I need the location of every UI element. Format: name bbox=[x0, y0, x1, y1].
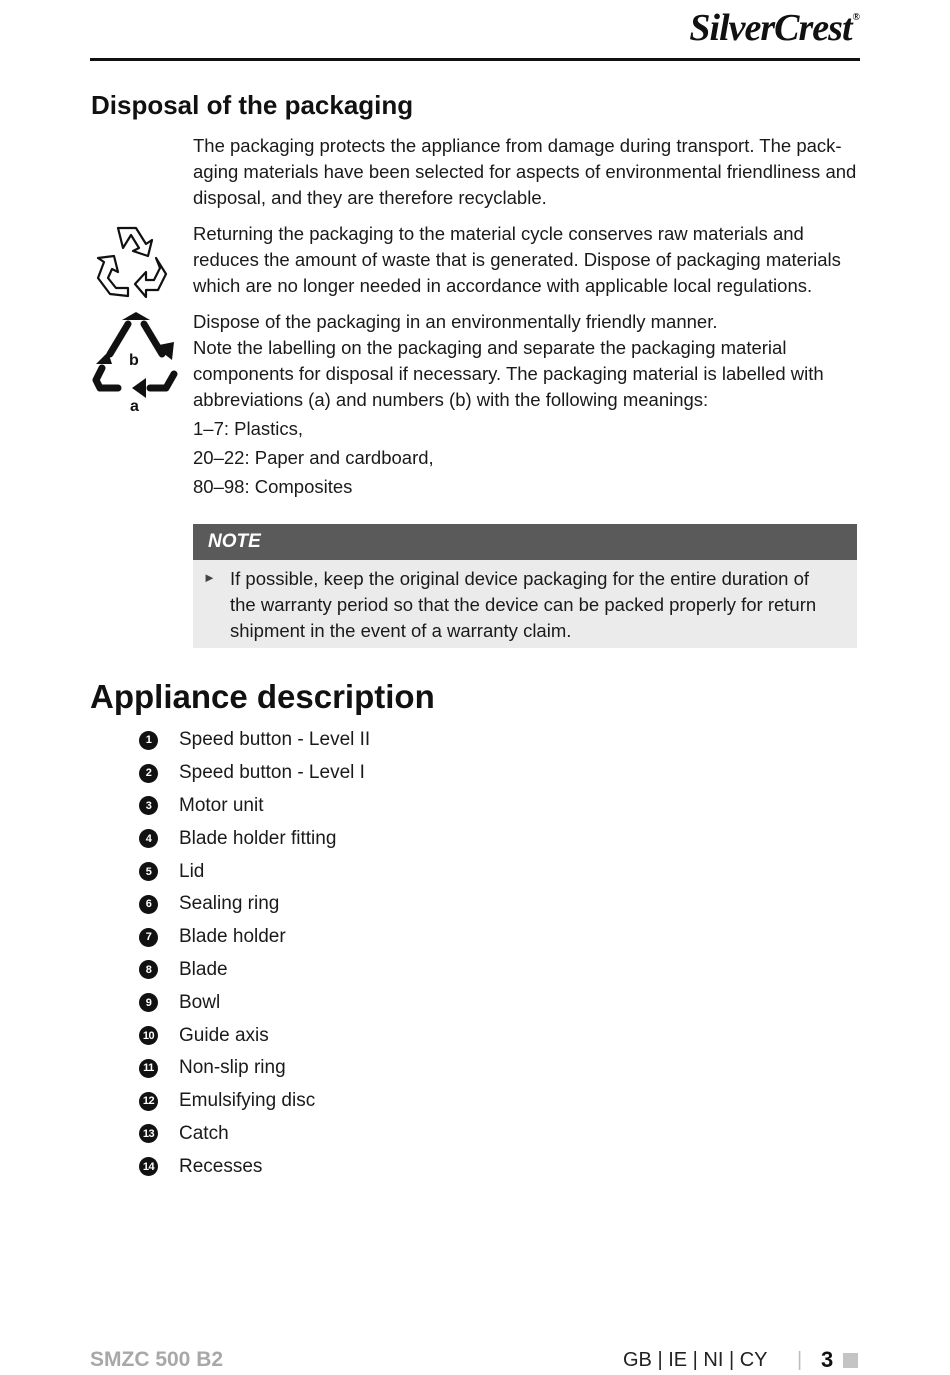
header-divider bbox=[90, 58, 860, 61]
list-item bbox=[139, 724, 370, 757]
disposal-paragraph-1: The packaging protects the appliance from damage during transport. The pack- aging materials have been selected for aspects of environmental friendliness and disposal, and they are therefore recyclable. bbox=[193, 135, 857, 208]
list-item bbox=[139, 888, 370, 921]
item-label: Speed button - Level II bbox=[179, 729, 371, 751]
note-box bbox=[193, 524, 857, 648]
footer-languages: GB | IE | NI | CY bbox=[623, 1349, 768, 1371]
appliance-parts-list bbox=[139, 724, 370, 1183]
item-number: 3 bbox=[139, 796, 158, 815]
disposal-heading: Disposal of the packaging bbox=[91, 90, 414, 120]
item-label: Guide axis bbox=[179, 1024, 269, 1046]
item-label: Blade bbox=[179, 958, 228, 980]
list-item bbox=[139, 822, 370, 855]
note-text: If possible, keep the original device packaging for the entire duration of the warranty period so that the device can be packed properly for return shipment in the event of a warranty claim. bbox=[230, 568, 817, 641]
item-label: Motor unit bbox=[179, 794, 264, 816]
item-label: Bowl bbox=[179, 991, 221, 1013]
item-number: 8 bbox=[139, 960, 158, 979]
appliance-heading: Appliance description bbox=[90, 678, 435, 715]
triangle-bullet-icon: ► bbox=[203, 570, 216, 585]
recycling-code-triangle-icon bbox=[88, 312, 182, 416]
list-item bbox=[139, 954, 370, 987]
item-label: Catch bbox=[179, 1122, 229, 1144]
item-label: Blade holder fitting bbox=[179, 827, 337, 849]
code-paper: 20–22: Paper and cardboard, bbox=[193, 447, 434, 468]
item-label: Recesses bbox=[179, 1155, 263, 1177]
triangle-label-a: a bbox=[130, 398, 139, 415]
list-item bbox=[139, 1085, 370, 1118]
item-number: 4 bbox=[139, 829, 158, 848]
item-number: 13 bbox=[139, 1124, 158, 1143]
list-item bbox=[139, 757, 370, 790]
page-number: 3 bbox=[821, 1347, 834, 1372]
list-item bbox=[139, 1150, 370, 1183]
item-number: 12 bbox=[139, 1092, 158, 1111]
triangle-label-b: b bbox=[129, 352, 139, 369]
list-item bbox=[139, 921, 370, 954]
item-number: 6 bbox=[139, 895, 158, 914]
registered-mark: ® bbox=[852, 12, 859, 23]
list-item bbox=[139, 1019, 370, 1052]
item-number: 2 bbox=[139, 764, 158, 783]
list-item bbox=[139, 790, 370, 823]
item-number: 9 bbox=[139, 993, 158, 1012]
disposal-paragraph-2: Returning the packaging to the material cycle conserves raw materials and reduces the amount of waste that is generated. Dispose of packaging materials which are no longer needed in accordance with applicable local regulations. bbox=[193, 223, 841, 296]
footer-separator: | bbox=[797, 1349, 803, 1371]
item-label: Speed button - Level I bbox=[179, 762, 365, 784]
item-number: 11 bbox=[139, 1059, 158, 1078]
item-number: 14 bbox=[139, 1157, 158, 1176]
note-header bbox=[193, 524, 857, 560]
item-number: 10 bbox=[139, 1026, 158, 1045]
item-label: Non-slip ring bbox=[179, 1057, 286, 1079]
item-label: Lid bbox=[179, 860, 205, 882]
item-label: Sealing ring bbox=[179, 893, 280, 915]
list-item bbox=[139, 1118, 370, 1151]
page-marker-square bbox=[843, 1353, 858, 1368]
brand-logo: SilverCrest® bbox=[689, 7, 859, 49]
code-composites: 80–98: Composites bbox=[193, 476, 353, 497]
item-number: 7 bbox=[139, 928, 158, 947]
item-number: 5 bbox=[139, 862, 158, 881]
item-label: Emulsifying disc bbox=[179, 1090, 316, 1112]
disposal-paragraph-3: Dispose of the packaging in an environmentally friendly manner. Note the labelling on the packaging and separate the packaging material components for disposal if necessary. The packaging material is labelled with abbreviations (a) and numbers (b) with the following meanings: bbox=[193, 311, 824, 410]
code-plastics: 1–7: Plastics, bbox=[193, 418, 304, 439]
item-number: 1 bbox=[139, 731, 158, 750]
list-item bbox=[139, 986, 370, 1019]
note-title: NOTE bbox=[208, 531, 261, 552]
list-item bbox=[139, 855, 370, 888]
footer-model-number: SMZC 500 B2 bbox=[90, 1348, 224, 1371]
item-label: Blade holder bbox=[179, 926, 286, 948]
recycle-icon bbox=[90, 220, 176, 300]
list-item bbox=[139, 1052, 370, 1085]
